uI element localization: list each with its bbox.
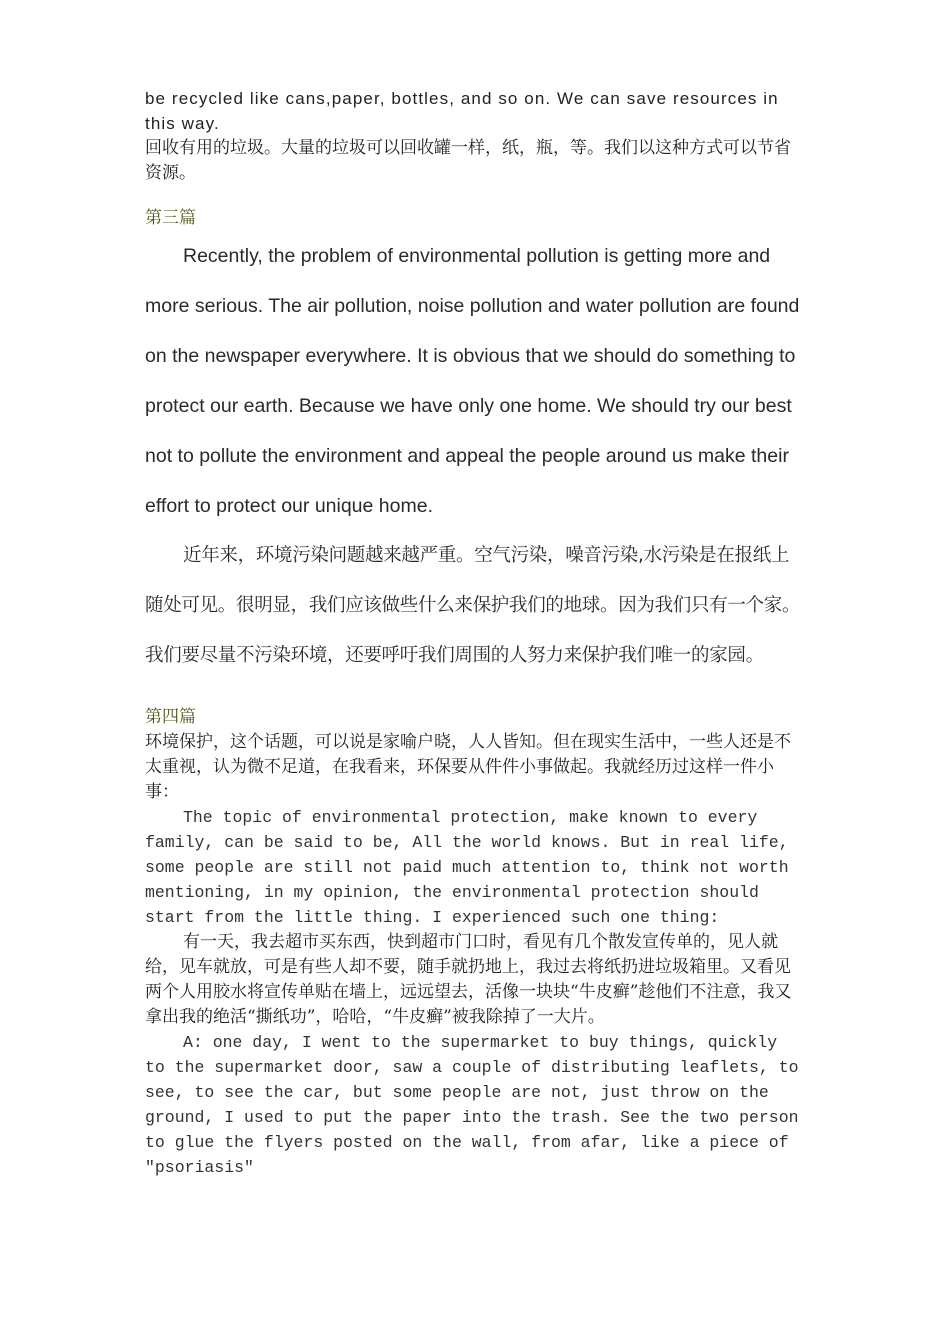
section4-heading: 第四篇 (145, 707, 196, 727)
section2-english-tail: be recycled like cans,paper, bottles, and so on. We can save resources in this way. (145, 89, 779, 133)
section2-chinese-tail: 回收有用的垃圾。大量的垃圾可以回收罐一样，纸，瓶，等。我们以这种方式可以节省资源。 (145, 138, 791, 183)
section4-english-intro: The topic of environmental protection, make known to every family, can be said to be, All the world knows. But in real life, some people are still not paid much attention to, think not worth mentioning, in my opinion, the environmental protection should start from the little thing. I experienced such one thing: (145, 808, 789, 927)
section3-english-paragraph: Recently, the problem of environmental pollution is getting more and more serious. The air pollution, noise pollution and water pollution are found on the newspaper everywhere. It is obvious that we should do something to protect our earth. Because we have only one home. We should try our best not to pollute the environment and appeal the people around us make their effort to protect our unique home. (145, 245, 800, 517)
section4-chinese-story: 有一天，我去超市买东西，快到超市门口时，看见有几个散发宣传单的，见人就给，见车就放，可是有些人却不要，随手就扔地上，我过去将纸扔进垃圾箱里。又看见两个人用胶水将宣传单贴在墙上，远远望去，活像一块块“牛皮癣”趁他们不注意，我又拿出我的绝活“撕纸功”，哈哈，“牛皮癣”被我除掉了一大片。 (145, 932, 792, 1027)
section4-english-story: A: one day, I went to the supermarket to buy things, quickly to the supermarket door, saw a couple of distributing leaflets, to see, to see the car, but some people are not, just throw on the ground, I used to put the paper into the trash. See the two person to glue the flyers posted on the wall, from afar, like a piece of "psoriasis" (145, 1033, 799, 1177)
section4-chinese-intro: 环境保护，这个话题，可以说是家喻户晓，人人皆知。但在现实生活中，一些人还是不太重视，认为微不足道，在我看来，环保要从件件小事做起。我就经历过这样一件小事： (145, 732, 791, 802)
section3-chinese-paragraph: 近年来，环境污染问题越来越严重。空气污染，噪音污染,水污染是在报纸上随处可见。很明显，我们应该做些什么来保护我们的地球。因为我们只有一个家。我们要尽量不污染环境，还要呼吁我们周围的人努力来保护我们唯一的家园。 (145, 545, 801, 666)
document-page (145, 86, 805, 1180)
section3-heading: 第三篇 (145, 208, 196, 228)
